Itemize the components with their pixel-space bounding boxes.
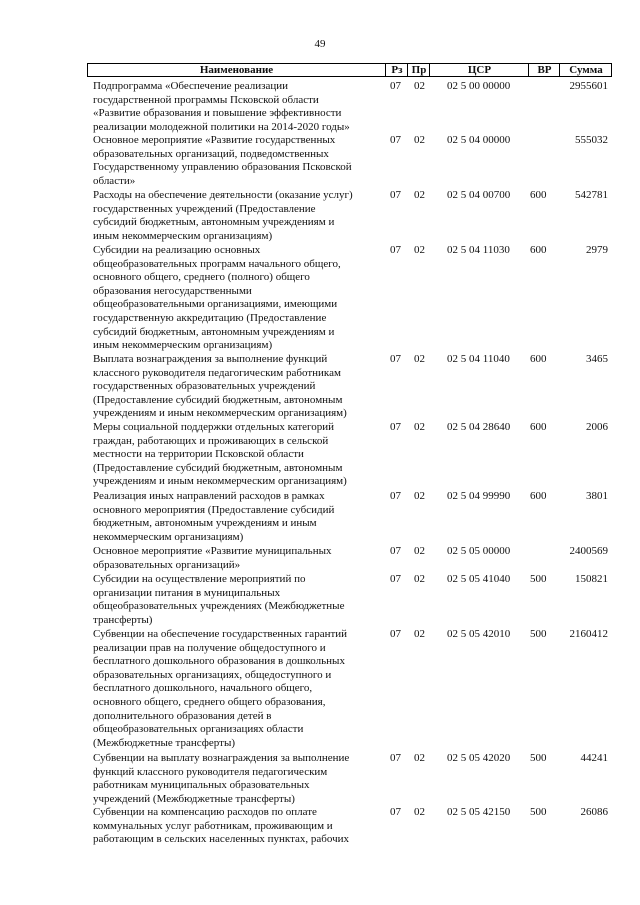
row-name-line: дополнительного образования детей в (93, 709, 272, 722)
row-name-line: основного общего, среднего (полного) общего (93, 271, 310, 284)
row-sum: 2160412 (569, 628, 608, 640)
row-name-line: Субсидии на реализацию основных (93, 244, 261, 256)
column-header-pr: Пр (407, 64, 430, 76)
row-name-line: работающим в сельских населенных пунктах, рабочих (93, 833, 350, 846)
row-pr: 02 (414, 80, 425, 92)
row-csr: 02 5 04 11040 (447, 353, 510, 365)
row-name (93, 353, 375, 421)
row-rz: 07 (390, 189, 401, 201)
row-sum: 2400569 (569, 545, 608, 557)
row-rz: 07 (390, 421, 401, 433)
row-name-line: иным некоммерческим организациям) (93, 229, 273, 242)
row-name-line: образования негосударственными (93, 284, 252, 297)
row-name-line: государственных образовательных учреждений (93, 380, 316, 393)
row-name-line: общеобразовательных программ начального общего, (93, 257, 341, 270)
row-name-line: Расходы на обеспечение деятельности (оказание услуг) (93, 189, 353, 201)
column-header-rz: Рз (385, 64, 408, 76)
row-name-line: Подпрограмма «Обеспечение реализации (93, 80, 288, 92)
row-name-line: общеобразовательными организациями, имеющими (93, 298, 338, 311)
row-name-line: образовательных организациях, общедоступного и (93, 668, 332, 681)
row-rz: 07 (390, 573, 401, 585)
row-name-line: Государственному управлению образования Псковской (93, 161, 352, 174)
row-vr: 500 (530, 752, 547, 764)
row-vr: 600 (530, 353, 547, 365)
row-name-line: «Развитие образования и повышение эффективности (93, 107, 342, 120)
row-name-line: организации питания в муниципальных (93, 586, 281, 599)
row-name-line: государственных учреждений (Предоставление (93, 202, 316, 215)
row-pr: 02 (414, 752, 425, 764)
column-header-sum: Сумма (559, 64, 612, 76)
row-sum: 542781 (575, 189, 608, 201)
row-rz: 07 (390, 806, 401, 818)
row-name-line: Субвенции на компенсацию расходов по оплате (93, 806, 317, 818)
row-name (93, 421, 375, 489)
row-name-line: трансферты) (93, 613, 153, 626)
row-name (93, 80, 375, 134)
row-name-line: Субвенции на обеспечение государственных гарантий (93, 628, 348, 640)
row-name-line: реализации молодежной политики на 2014-2020 годы» (93, 120, 350, 133)
row-name-line: Основное мероприятие «Развитие государственных (93, 134, 336, 146)
row-name-line: бюджетным, автономным учреждениям и иным (93, 517, 317, 530)
row-csr: 02 5 04 99990 (447, 490, 511, 502)
row-pr: 02 (414, 421, 425, 433)
row-sum: 2955601 (569, 80, 608, 92)
column-header-csr: ЦСР (429, 64, 529, 76)
row-pr: 02 (414, 244, 425, 256)
row-name-line: Меры социальной поддержки отдельных категорий (93, 421, 335, 433)
row-csr: 02 5 00 00000 (447, 80, 511, 92)
row-rz: 07 (390, 134, 401, 146)
row-name (93, 490, 375, 544)
row-name-line: Основное мероприятие «Развитие муниципальных (93, 545, 332, 557)
row-name-line: учреждений (Межбюджетные трансферты) (93, 792, 295, 805)
row-name-line: (Предоставление субсидий бюджетным, автономным (93, 393, 343, 406)
row-name-line: реализации прав на получение общедоступного и (93, 641, 326, 654)
row-csr: 02 5 04 28640 (447, 421, 511, 433)
row-rz: 07 (390, 752, 401, 764)
row-name-line: Субвенции на выплату вознаграждения за выполнение (93, 752, 350, 764)
row-name-line: функций классного руководителя педагогическим (93, 765, 328, 778)
row-csr: 02 5 05 00000 (447, 545, 511, 557)
row-vr: 600 (530, 490, 547, 502)
row-name-line: общеобразовательных организациях области (93, 723, 304, 736)
row-name-line: бесплатного дошкольного, начального общего, (93, 682, 313, 695)
row-sum: 44241 (580, 752, 608, 764)
row-pr: 02 (414, 573, 425, 585)
row-name (93, 573, 375, 627)
row-name-line: учреждениям и иным некоммерческим организациям) (93, 475, 347, 488)
row-rz: 07 (390, 490, 401, 502)
row-name (93, 628, 375, 750)
row-rz: 07 (390, 80, 401, 92)
row-name (93, 189, 375, 243)
row-rz: 07 (390, 628, 401, 640)
row-vr: 600 (530, 244, 547, 256)
row-name-line: (Межбюджетные трансферты) (93, 736, 235, 749)
row-rz: 07 (390, 244, 401, 256)
row-csr: 02 5 05 42020 (447, 752, 511, 764)
row-name-line: граждан, работающих и проживающих в сельской (93, 434, 329, 447)
row-sum: 3801 (586, 490, 608, 502)
row-pr: 02 (414, 134, 425, 146)
row-vr: 500 (530, 573, 547, 585)
row-name-line: иным некоммерческим организациям) (93, 339, 273, 352)
row-name-line: учреждениям и иным некоммерческим организациям) (93, 407, 347, 420)
row-name (93, 134, 375, 188)
row-sum: 2006 (586, 421, 608, 433)
row-name-line: бесплатного дошкольного образования в дошкольных (93, 655, 345, 668)
row-name-line: классного руководителя педагогическим работникам (93, 366, 341, 379)
column-header-vr: ВР (528, 64, 560, 76)
row-sum: 3465 (586, 353, 608, 365)
row-name-line: Реализация иных направлений расходов в рамках (93, 490, 325, 502)
row-vr: 600 (530, 421, 547, 433)
row-rz: 07 (390, 545, 401, 557)
row-vr: 500 (530, 806, 547, 818)
row-pr: 02 (414, 545, 425, 557)
row-name-line: основного мероприятия (Предоставление субсидий (93, 503, 335, 516)
row-pr: 02 (414, 189, 425, 201)
row-sum: 26086 (580, 806, 608, 818)
row-name-line: коммунальных услуг работникам, проживающим и (93, 819, 333, 832)
row-pr: 02 (414, 353, 425, 365)
row-name-line: области» (93, 174, 136, 187)
row-name (93, 545, 375, 572)
row-sum: 555032 (575, 134, 608, 146)
row-name-line: образовательных организаций, подведомственных (93, 147, 329, 160)
row-sum: 2979 (586, 244, 608, 256)
row-name-line: некоммерческим организациям) (93, 530, 244, 543)
row-pr: 02 (414, 628, 425, 640)
row-pr: 02 (414, 490, 425, 502)
row-csr: 02 5 04 11030 (447, 244, 510, 256)
row-name (93, 244, 375, 353)
row-name (93, 806, 375, 847)
row-name-line: местности на территории Псковской области (93, 448, 304, 461)
row-name-line: государственную аккредитацию (Предоставление (93, 311, 327, 324)
row-vr: 500 (530, 628, 547, 640)
column-header-name: Наименование (199, 64, 274, 76)
row-csr: 02 5 05 42150 (447, 806, 511, 818)
row-name-line: работникам муниципальных образовательных (93, 779, 310, 792)
row-sum: 150821 (575, 573, 608, 585)
row-csr: 02 5 04 00700 (447, 189, 511, 201)
row-csr: 02 5 04 00000 (447, 134, 511, 146)
row-name-line: образовательных организаций» (93, 558, 241, 571)
row-name-line: основного общего, среднего общего образования, (93, 695, 326, 708)
row-csr: 02 5 05 41040 (447, 573, 511, 585)
row-rz: 07 (390, 353, 401, 365)
row-pr: 02 (414, 806, 425, 818)
row-vr: 600 (530, 189, 547, 201)
row-name-line: государственной программы Псковской области (93, 93, 319, 106)
row-name-line: Субсидии на осуществление мероприятий по (93, 573, 306, 585)
row-name-line: субсидий бюджетным, автономным учреждениям и (93, 325, 335, 338)
row-name-line: Выплата вознаграждения за выполнение функций (93, 353, 328, 365)
row-name-line: субсидий бюджетным, автономным учреждениям и (93, 216, 335, 229)
page-number: 49 (314, 38, 326, 50)
row-name-line: (Предоставление субсидий бюджетным, автономным (93, 461, 343, 474)
row-name-line: общеобразовательных учреждениях (Межбюджетные (93, 600, 345, 613)
row-name (93, 752, 375, 806)
row-csr: 02 5 05 42010 (447, 628, 511, 640)
